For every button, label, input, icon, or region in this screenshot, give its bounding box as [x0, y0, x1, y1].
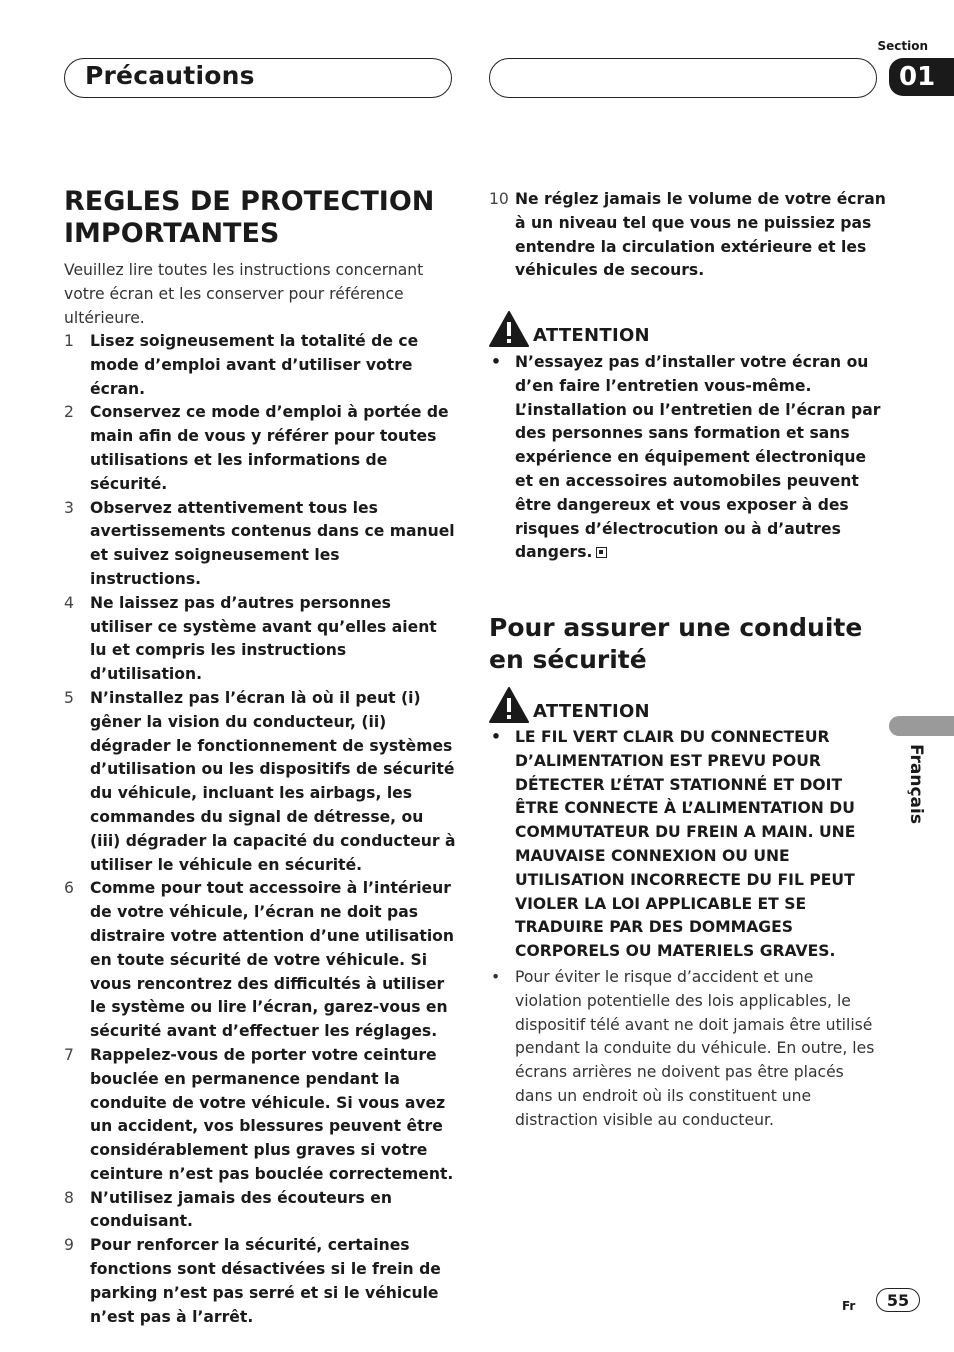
attention-label: ATTENTION [533, 701, 650, 722]
attention-text: N’essayez pas d’installer votre écran ou d’en faire l’entretien vous-même. L’installation ou l’entretien de l’écran par des personnes sans formation et sans expérience en équipement électronique et en accessoires automobiles peuvent être dangereux et vous exposer à des risques d’électrocution ou à d’autres dangers. [515, 353, 881, 562]
rule-text: Ne laissez pas d’autres personnes utiliser ce système avant qu’elles aient lu et compris les instructions d’utilisation. [90, 593, 437, 684]
rule-number: 4 [64, 593, 74, 612]
rule-text: Observez attentivement tous les avertissements contenus dans ce manuel et suivez soigneusement les instructions. [90, 498, 455, 588]
rule-text: Comme pour tout accessoire à l’intérieur de votre véhicule, l’écran ne doit pas distraire votre attention d’une utilisation en toute sécurité de votre véhicule. Si vous rencontrez des difficultés à utiliser le système ou lire l’écran, garez-vous en sécurité avant d’effectuer les réglages. [90, 879, 454, 1041]
attention-normal-text: Pour éviter le risque d’accident et une violation potentielle des lois applicables, le dispositif télé avant ne doit jamais être utilisé pendant la conduite du véhicule. En outre, les écrans arrières ne doivent pas être placés dans un endroit où ils constituent une distraction visible au conducteur. [515, 967, 875, 1129]
rule-text: N’utilisez jamais des écouteurs en conduisant. [90, 1188, 392, 1231]
warning-triangle-icon [489, 311, 529, 347]
rule-number: 5 [64, 688, 74, 707]
list-item [64, 497, 456, 592]
rule-text: Ne réglez jamais le volume de votre écran à un niveau tel que vous ne puissiez pas entendre la circulation extérieure et les véhicules de secours. [515, 190, 886, 280]
attention-label: ATTENTION [533, 325, 650, 346]
bullet: • [491, 353, 501, 371]
attention-list-1 [489, 351, 881, 565]
header-blank-pill [489, 58, 877, 98]
bullet: • [491, 967, 501, 986]
rule-text: N’installez pas l’écran là où il peut (i) gêner la vision du conducteur, (ii) dégrader le fonctionnement de systèmes d’utilisation ou les dispositifs de sécurité du véhicule, incluant les airbags, les commandes du signal de détresse, ou (iii) dégrader la capacité du conducteur à utiliser le véhicule en sécurité. [90, 688, 456, 874]
language-code: Fr [842, 1299, 856, 1313]
rule-number: 3 [64, 498, 74, 517]
sub-heading: Pour assurer une conduite en sécurité [489, 613, 863, 674]
list-item [64, 592, 456, 687]
page-number: 55 [876, 1288, 920, 1312]
rule-number: 6 [64, 879, 74, 898]
list-item [489, 351, 881, 565]
rule-number: 1 [64, 332, 74, 350]
list-item [64, 877, 456, 1044]
rule-10 [489, 188, 889, 283]
rule-number: 10 [489, 190, 509, 208]
attention-list-2 [489, 726, 881, 1133]
warning-triangle-icon [489, 687, 529, 723]
list-item [64, 687, 456, 877]
list-item [489, 726, 881, 964]
header-title-pill [64, 58, 452, 98]
rule-text: Rappelez-vous de porter votre ceinture bouclée en permanence pendant la conduite de votre véhicule. Si vous avez un accident, vos blessures peuvent être considérablement plus graves si votre ceinture n’est pas bouclée correctement. [90, 1045, 454, 1183]
list-item [64, 1044, 456, 1187]
list-item [489, 966, 881, 1133]
page-title: Précautions [85, 61, 255, 90]
rule-text: Conservez ce mode d’emploi à portée de main afin de vous y référer pour toutes utilisations et les informations de sécurité. [90, 403, 449, 493]
attention-heading-2 [489, 687, 789, 725]
attention-heading-1 [489, 311, 789, 349]
rule-number: 2 [64, 403, 74, 422]
list-item [64, 401, 456, 496]
rule-number: 7 [64, 1045, 74, 1064]
attention-caps-text: LE FIL VERT CLAIR DU CONNECTEUR D’ALIMENTATION EST PREVU POUR DÉTECTER L’ÉTAT STATIONNÉ ET DOIT ÊTRE CONNECTE À L’ALIMENTATION DU COMMUTATEUR DU FREIN A MAIN. UNE MAUVAISE CONNEXION OU UNE UTILISATION INCORRECTE DU FIL PEUT VIOLER LA LOI APPLICABLE ET SE TRADUIRE PAR DES DOMMAGES CORPORELS OU MATERIELS GRAVES. [515, 728, 856, 961]
language-tab [889, 716, 954, 736]
section-number: 01 [889, 58, 954, 96]
end-mark-icon [596, 547, 607, 558]
main-heading: REGLES DE PROTECTION IMPORTANTES [64, 186, 435, 249]
list-item [64, 1234, 456, 1329]
rules-list [64, 330, 456, 1329]
rule-number: 8 [64, 1188, 74, 1207]
list-item [64, 1187, 456, 1235]
rule-text: Pour renforcer la sécurité, certaines fonctions sont désactivées si le frein de parking n’est pas serré et si le véhicule n’est pas à l’arrêt. [90, 1236, 441, 1326]
language-label: Français [906, 744, 926, 824]
language-label-wrap [896, 744, 926, 834]
rule-text: Lisez soigneusement la totalité de ce mode d’emploi avant d’utiliser votre écran. [90, 332, 419, 398]
rule-number: 9 [64, 1236, 74, 1255]
bullet: • [491, 728, 501, 746]
section-label: Section [877, 39, 928, 53]
list-item [64, 330, 456, 401]
intro-paragraph: Veuillez lire toutes les instructions concernant votre écran et les conserver pour référence ultérieure. [64, 261, 424, 327]
